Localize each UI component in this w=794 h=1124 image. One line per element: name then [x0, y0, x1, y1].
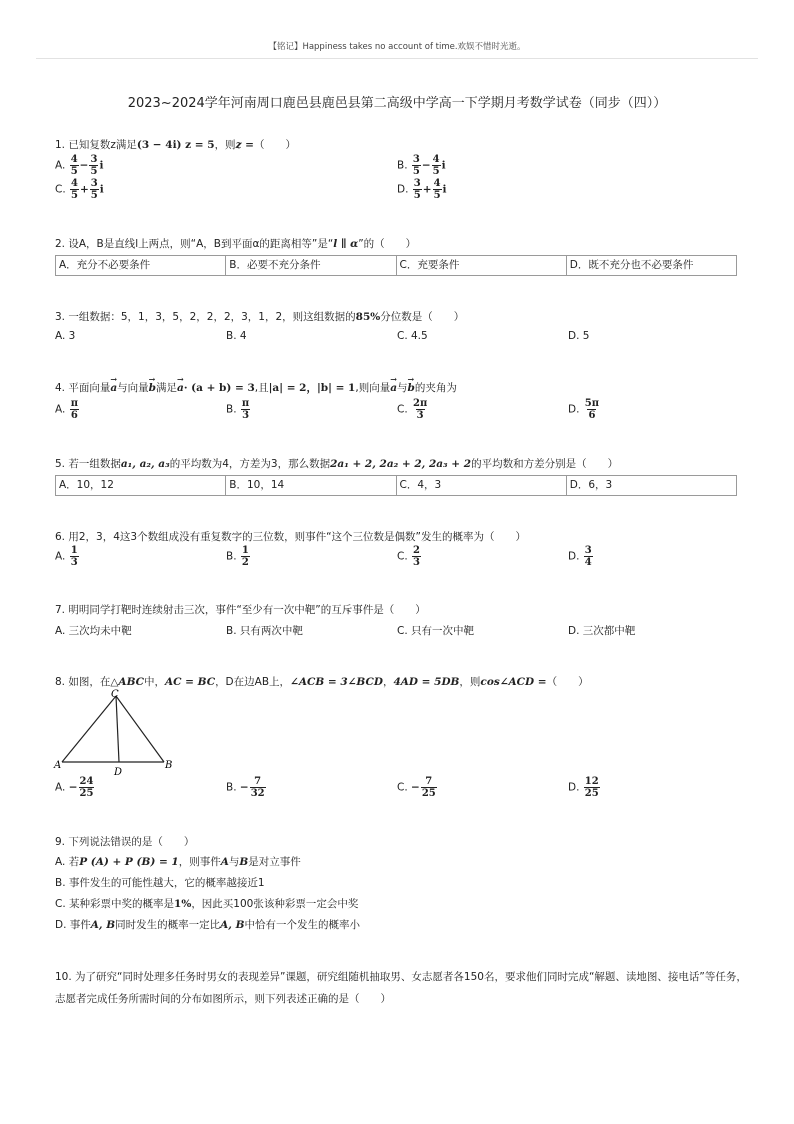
question-9-stem: 9. 下列说法错误的是（ ） [55, 836, 195, 848]
question-5-option-c[interactable]: C．4，3 [397, 476, 567, 495]
question-8-option-d[interactable]: D. $\frac{12}{25}$ [568, 776, 599, 799]
question-4-option-b[interactable]: B. $\frac{\pi}{3}$ [226, 398, 250, 421]
question-4-option-a[interactable]: A. $\frac{\pi}{6}$ [55, 398, 79, 421]
triangle-figure [52, 688, 182, 778]
question-3-option-c[interactable]: C. 4.5 [397, 330, 428, 342]
question-5-stem: 5. 若一组数据a₁, a₂, a₃的平均数为4，方差为3，那么数据2a₁ + 2, 2a₂ + 2, 2a₃ + 2的平均数和方差分别是（ ） [55, 458, 619, 470]
question-6-stem: 6. 用2，3，4这3个数组成没有重复数字的三位数，则事件“这个三位数是偶数”发生的概率为（ ） [55, 531, 526, 543]
question-5-options [55, 475, 737, 496]
question-8-option-c[interactable]: C. − $\frac{7}{25}$ [397, 776, 436, 799]
question-9-option-d[interactable]: D. 事件A, B同时发生的概率一定比A, B中恰有一个发生的概率小 [55, 919, 360, 931]
question-5-option-b[interactable]: B．10，14 [226, 476, 396, 495]
question-6-option-b[interactable]: B. $\frac{1}{2}$ [226, 545, 249, 568]
question-5-option-d[interactable]: D．6，3 [569, 479, 613, 491]
question-6-option-d[interactable]: D. $\frac{3}{4}$ [568, 545, 592, 568]
question-10-stem: 10. 为了研究“同时处理多任务时男女的表现差异”课题，研究组随机抽取男、女志愿者各150名，要求他们同时完成“解题、读地图、接电话”等任务，志愿者完成任务所需时间的分布如图所示，则下列表述正确的是（ ） [55, 971, 747, 1005]
question-3-option-d[interactable]: D. 5 [568, 330, 590, 342]
question-6-option-a[interactable]: A. $\frac{1}{3}$ [55, 545, 78, 568]
question-3-option-a[interactable]: A. 3 [55, 330, 76, 342]
question-1-option-d[interactable]: D. $\frac{3}{5}$ + $\frac{4}{5}$ i [397, 178, 447, 201]
question-7-option-a[interactable]: A. 三次均未中靶 [55, 625, 132, 637]
point-d-label: D [114, 767, 123, 778]
question-1-option-a[interactable]: A. $\frac{4}{5}$ − $\frac{3}{5}$ i [55, 154, 104, 177]
question-2-stem: 2. 设A，B是直线l上两点，则“A，B到平面α的距离相等”是“l ∥ α”的（ ） [55, 238, 417, 250]
question-1-stem: 1. 已知复数z满足(3 − 4i) z = 5，则z =（ ） [55, 139, 296, 151]
question-1-option-b[interactable]: B. $\frac{3}{5}$ − $\frac{4}{5}$ i [397, 154, 446, 177]
question-4-stem: 4. 平面向量→ a与向量→ b满足→ a· (a + b) = 3,且|a| = 2，|b| = 1,则向量→ a与→ b的夹角为 [55, 380, 457, 395]
question-2-option-c[interactable]: C．充要条件 [397, 256, 567, 275]
question-7-option-b[interactable]: B. 只有两次中靶 [226, 625, 303, 637]
vertex-c-label: C [111, 689, 119, 700]
question-9-option-b[interactable]: B. 事件发生的可能性越大，它的概率越接近1 [55, 877, 265, 889]
question-7-stem: 7. 明明同学打靶时连续射击三次，事件“至少有一次中靶”的互斥事件是（ ） [55, 604, 426, 616]
question-9-option-c[interactable]: C. 某种彩票中奖的概率是1%，因此买100张该种彩票一定会中奖 [55, 898, 359, 910]
question-2-option-a[interactable]: A．充分不必要条件 [56, 256, 226, 275]
question-2-option-d[interactable]: D．既不充分也不必要条件 [569, 259, 694, 271]
question-1-option-c[interactable]: C. $\frac{4}{5}$ + $\frac{3}{5}$ i [55, 178, 104, 201]
question-6-option-c[interactable]: C. $\frac{2}{3}$ [397, 545, 420, 568]
header-divider [36, 58, 758, 59]
header-note: 【铭记】Happiness takes no account of time.欢娱不惜时光逝。 [268, 42, 526, 52]
question-8-option-b[interactable]: B. − $\frac{7}{32}$ [226, 776, 265, 799]
vertex-b-label: B [165, 760, 173, 771]
question-3-stem: 3. 一组数据：5，1，3，5，2，2，2，3，1，2，则这组数据的85%分位数是（ ） [55, 311, 465, 323]
question-4-option-d[interactable]: D. $\frac{5\pi}{6}$ [568, 398, 600, 421]
question-8-option-a[interactable]: A. − $\frac{24}{25}$ [55, 776, 94, 799]
question-7-option-d[interactable]: D. 三次都中靶 [568, 625, 636, 637]
question-5-option-a[interactable]: A．10，12 [56, 476, 226, 495]
question-2-option-b[interactable]: B．必要不充分条件 [226, 256, 396, 275]
question-9-option-a[interactable]: A. 若P (A) + P (B) = 1，则事件A与B是对立事件 [55, 856, 301, 868]
question-4-option-c[interactable]: C. $\frac{2\pi}{3}$ [397, 398, 428, 421]
question-3-option-b[interactable]: B. 4 [226, 330, 247, 342]
question-8-stem: 8. 如图，在△ABC中，AC = BC，D在边AB上，∠ACB = 3∠BCD，4AD = 5DB，则cos∠ACD =（ ） [55, 676, 589, 688]
question-7-option-c[interactable]: C. 只有一次中靶 [397, 625, 475, 637]
exam-title: 2023~2024学年河南周口鹿邑县鹿邑县第二高级中学高一下学期月考数学试卷（同步（四）） [127, 96, 667, 111]
vertex-a-label: A [54, 760, 62, 771]
question-2-options [55, 255, 737, 276]
